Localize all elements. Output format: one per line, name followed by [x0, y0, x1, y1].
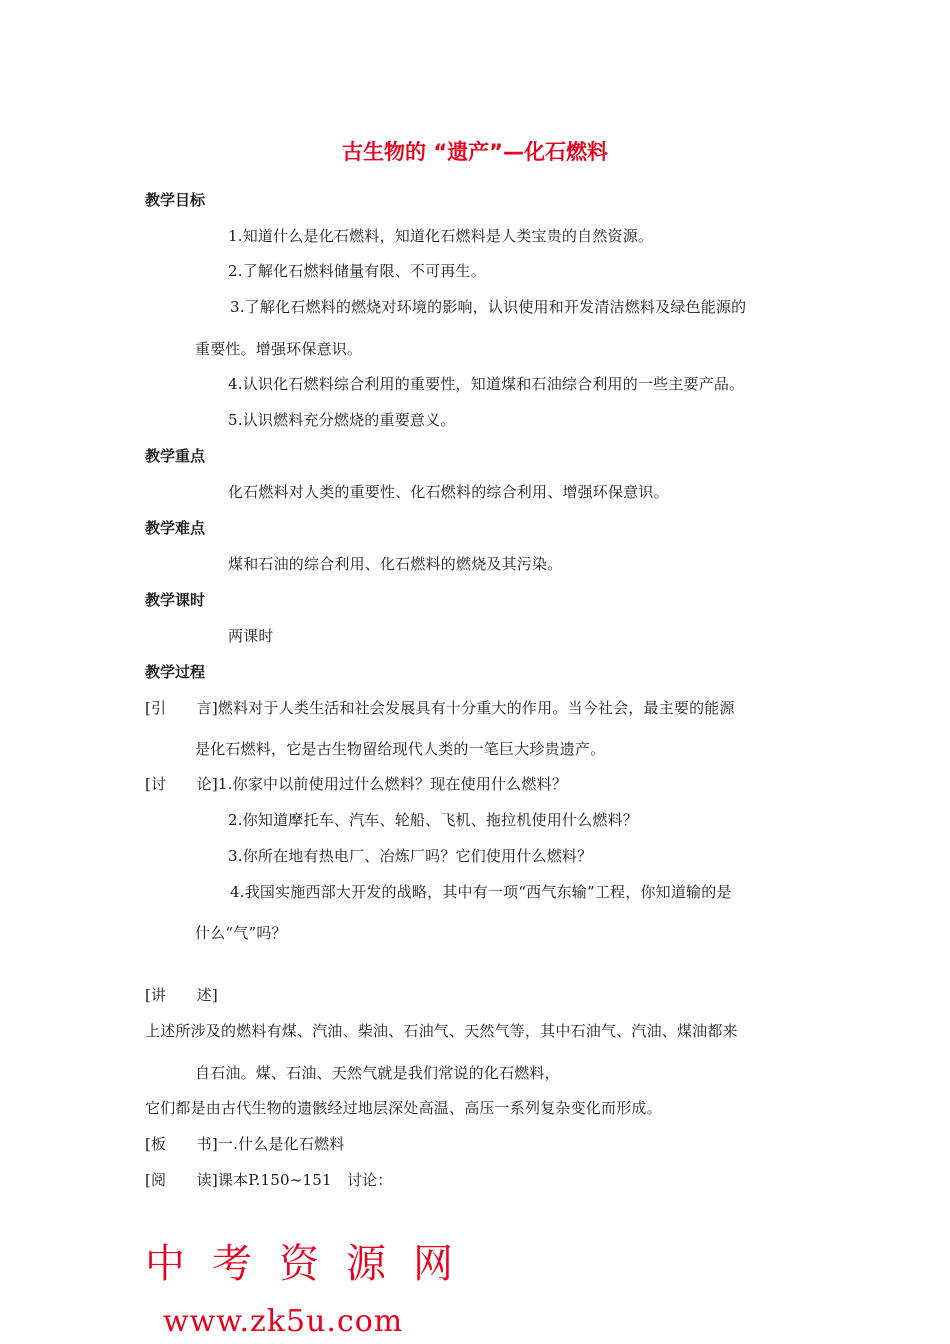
discuss-question-1: 1.你家中以前使用过什么燃料？现在使用什么燃料？: [217, 775, 568, 793]
difficulties-text: 煤和石油的综合利用、化石燃料的燃烧及其污染。: [228, 555, 563, 573]
objective-2: 2.了解化石燃料储量有限、不可再生。: [228, 262, 486, 280]
objective-3-cont: 重要性。增强环保意识。: [195, 340, 363, 358]
intro-tag: [引 言]: [145, 699, 218, 717]
objective-3: 3.了解化石燃料的燃烧对环境的影响，认识使用和开发清洁燃料及绿色能源的: [230, 298, 747, 316]
board-paragraph: [145, 1133, 344, 1154]
hours-heading: 教学课时: [145, 591, 206, 609]
objective-1: 1.知道什么是化石燃料，知道化石燃料是人类宝贵的自然资源。: [228, 227, 654, 245]
lecture-line-3: 它们都是由古代生物的遗骸经过地层深处高温、高压一系列复杂变化而形成。: [145, 1099, 662, 1117]
watermark-site-name: 中考资源网: [145, 1241, 480, 1287]
key-points-text: 化石燃料对人类的重要性、化石燃料的综合利用、增强环保意识。: [228, 483, 669, 501]
read-paragraph: [145, 1169, 393, 1190]
process-heading: 教学过程: [145, 663, 206, 681]
discuss-question-4-cont: 什么“气”吗？: [195, 924, 287, 942]
objective-4: 4.认识化石燃料综合利用的重要性，知道煤和石油综合利用的一些主要产品。: [228, 375, 745, 393]
board-tag: [板 书]: [145, 1135, 218, 1153]
lecture-line-2: 自石油。煤、石油、天然气就是我们常说的化石燃料，: [195, 1064, 560, 1082]
read-text: 课本P.150~151 讨论：: [217, 1171, 393, 1189]
lecture-tag: [讲 述]: [145, 986, 218, 1004]
key-points-heading: 教学重点: [145, 447, 206, 465]
read-tag: [阅 读]: [145, 1171, 218, 1189]
intro-paragraph: [145, 697, 735, 718]
intro-line-1: 燃料对于人类生活和社会发展具有十分重大的作用。当今社会，最主要的能源: [217, 699, 735, 717]
lecture-line-1: 上述所涉及的燃料有煤、汽油、柴油、石油气、天然气等，其中石油气、汽油、煤油都来: [145, 1022, 738, 1040]
hours-text: 两课时: [228, 627, 274, 645]
objective-5: 5.认识燃料充分燃烧的重要意义。: [228, 411, 456, 429]
difficulties-heading: 教学难点: [145, 519, 206, 537]
intro-line-2: 是化石燃料，它是古生物留给现代人类的一笔巨大珍贵遗产。: [195, 740, 606, 758]
discuss-question-4: 4.我国实施西部大开发的战略，其中有一项“西气东输”工程，你知道输的是: [230, 883, 732, 901]
board-text: 一.什么是化石燃料: [217, 1135, 345, 1153]
discuss-question-2: 2.你知道摩托车、汽车、轮船、飞机、拖拉机使用什么燃料？: [228, 811, 638, 829]
discuss-question-3: 3.你所在地有热电厂、冶炼厂吗？它们使用什么燃料？: [228, 847, 593, 865]
objectives-heading: 教学目标: [145, 191, 206, 209]
watermark-url[interactable]: www.zk5u.com: [163, 1304, 404, 1339]
discuss-tag: [讨 论]: [145, 775, 218, 793]
page-title: 古生物的 “遗产”—化石燃料: [342, 140, 608, 164]
discuss-paragraph: [145, 773, 567, 794]
